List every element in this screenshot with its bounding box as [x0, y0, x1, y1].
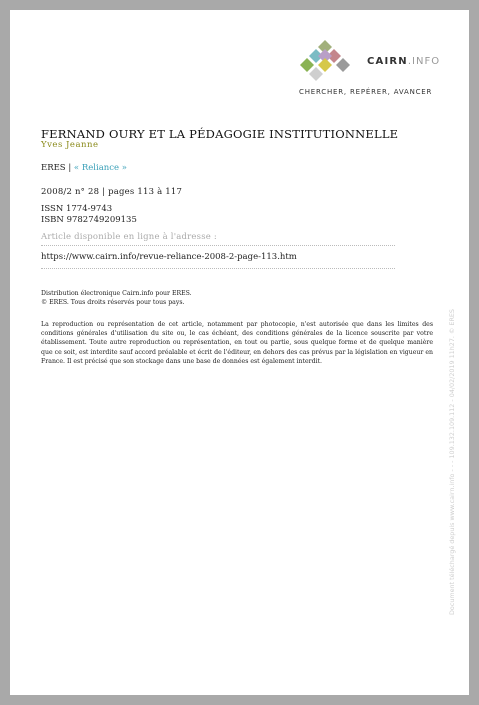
document-page — [10, 10, 469, 695]
collection-link[interactable]: « Reliance » — [73, 163, 127, 173]
cairn-logo[interactable] — [299, 38, 449, 100]
divider-bottom — [41, 268, 395, 269]
publisher-line — [41, 163, 127, 173]
logo-diamond — [336, 58, 350, 72]
copyright-line: © ERES. Tous droits réservés pour tous pays. — [41, 299, 185, 306]
logo-brand: CAIRN — [367, 56, 408, 67]
logo-tagline: CHERCHER, REPÉRER, AVANCER — [299, 88, 433, 96]
publisher-name: ERES — [41, 163, 66, 173]
issn: ISSN 1774-9743 — [41, 204, 113, 214]
availability-label: Article disponible en ligne à l'adresse : — [41, 232, 217, 242]
logo-diamond — [309, 67, 323, 81]
issue-info: 2008/2 n° 28 | pages 113 à 117 — [41, 187, 183, 197]
article-author: Yves Jeanne — [41, 140, 99, 150]
isbn: ISBN 9782749209135 — [41, 215, 137, 225]
article-title: FERNAND OURY ET LA PÉDAGOGIE INSTITUTIONNELLE — [41, 127, 399, 141]
publisher-separator: | — [68, 163, 72, 173]
logo-diamond — [318, 58, 332, 72]
logo-diamonds-icon — [299, 38, 359, 82]
divider-top — [41, 245, 395, 246]
logo-suffix: .INFO — [407, 56, 441, 67]
download-watermark: Document téléchargé depuis www.cairn.info - - - 109.132.109.112 - 04/02/2019 11h27. © ERES — [448, 309, 456, 615]
logo-wordmark — [367, 56, 440, 67]
article-url-link[interactable]: https://www.cairn.info/revue-reliance-2008-2-page-113.htm — [41, 252, 297, 262]
legal-notice: La reproduction ou représentation de cet article, notamment par photocopie, n'est autorisée que dans les limites des conditions générales d'utilisation du site ou, le cas échéant, des conditions générales de la licence souscrite par votre établissement. Toute autre reproduction ou représentation, en tout ou partie, sous quelque forme et de quelque manière que ce soit, est interdite sauf accord préalable et écrit de l'éditeur, en dehors des cas prévus par la législation en vigueur en France. Il est précisé que son stockage dans une base de données est également interdit. — [41, 321, 433, 365]
distribution-line: Distribution électronique Cairn.info pour ERES. — [41, 290, 192, 297]
logo-diamond — [300, 58, 314, 72]
